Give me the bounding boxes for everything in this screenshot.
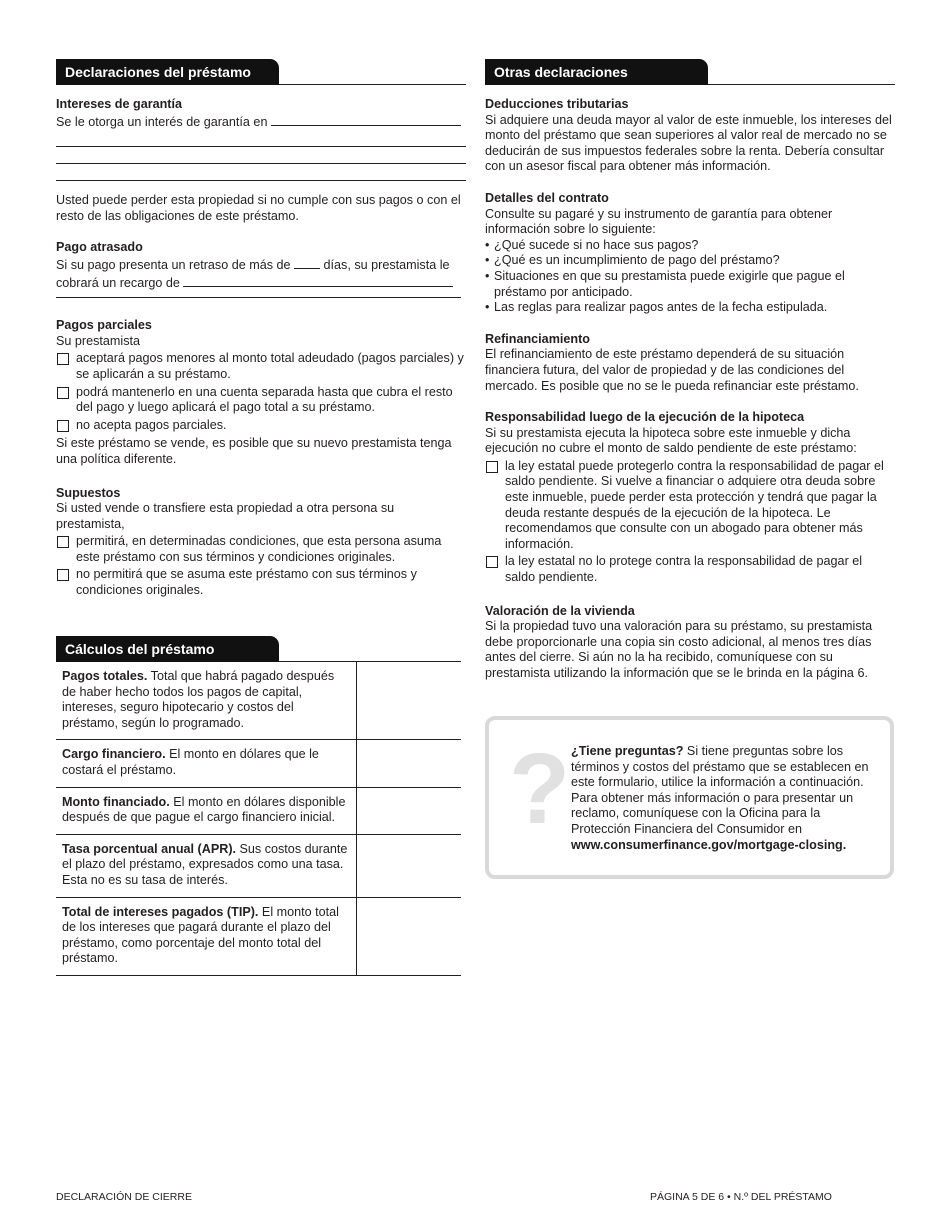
loan-disclosures-title: Declaraciones del préstamo <box>56 59 279 85</box>
option-text: no permitirá que se asuma este préstamo con sus términos y condiciones originales. <box>76 567 417 598</box>
questions-body: Si tiene preguntas sobre los términos y costos del préstamo que se establecen en este formulario, utilice la información a continuación. Para obtener más información o para presentar un reclamo, comuníquese con la Oficina para la Protección Financiera del Consumidor en <box>571 744 869 836</box>
row-label: Cargo financiero. <box>62 747 166 762</box>
late-payment-heading: Pago atrasado <box>56 240 143 255</box>
appraisal-section <box>485 604 895 682</box>
partial-payments-note: Si este préstamo se vende, es posible que su nuevo prestamista tenga una política diferente. <box>56 436 452 466</box>
row-desc: El monto total de los intereses que pagará durante el plazo del préstamo, como porcentaje del monto total del préstamo. <box>62 904 339 966</box>
loan-calculations-header <box>56 634 461 662</box>
questions-box <box>485 716 894 879</box>
row-desc: Total que habrá pagado después de haber hecho todos los pagos de capital, intereses, seguro hipotecario y costos del préstamo, según lo programado. <box>62 669 335 730</box>
contract-details-section <box>485 191 895 316</box>
row-label: Tasa porcentual anual (APR). <box>62 841 237 856</box>
row-label: Pagos totales. <box>62 669 148 683</box>
late-payment-text-b: días, su prestamista le cobrará un recargo de <box>56 257 450 290</box>
row-value[interactable] <box>357 787 462 834</box>
table-row <box>56 740 461 787</box>
table-row <box>56 787 461 834</box>
row-description <box>56 662 357 740</box>
appraisal-text: Si la propiedad tuvo una valoración para su préstamo, su prestamista debe proporcionarle una copia sin costo adicional, al menos tres días antes del cierre. Si aún no la ha recibido, comuníquese con su prestamista utilizando la información que se le brinda en la página 6. <box>485 619 873 680</box>
list-item <box>485 269 895 300</box>
contract-details-heading: Detalles del contrato <box>485 190 609 205</box>
option-text: la ley estatal no lo protege contra la responsabilidad de pagar el saldo pendiente. <box>505 554 863 585</box>
row-desc: Sus costos durante el plazo del préstamo, expresados como una tasa. Esta no es su tasa de interés. <box>62 841 348 887</box>
row-value[interactable] <box>357 662 462 740</box>
list-item <box>485 300 895 316</box>
security-interest-line-3[interactable] <box>56 147 466 164</box>
partial-option-refuse <box>56 418 466 434</box>
table-row <box>56 662 461 740</box>
row-desc: El monto en dólares disponible después de que pague el cargo financiero inicial. <box>62 794 346 825</box>
loan-calculations-table <box>56 662 461 976</box>
partial-option-hold <box>56 385 466 416</box>
late-payment-section <box>56 240 466 298</box>
row-desc: El monto en dólares que le costará el préstamo. <box>62 747 319 777</box>
other-disclosures-header <box>485 57 895 85</box>
partial-payments-heading: Pagos parciales <box>56 318 152 333</box>
liability-intro: Si su prestamista ejecuta la hipoteca sobre este inmueble y dicha ejecución no cubre el monto de saldo pendiente de este préstamo: <box>485 425 857 456</box>
tax-deductions-heading: Deducciones tributarias <box>485 97 629 111</box>
liability-option-not-protected <box>485 554 895 585</box>
assumption-option-allow <box>56 534 466 565</box>
checkbox[interactable] <box>486 461 498 473</box>
partial-option-accept <box>56 351 466 382</box>
list-item <box>485 253 895 269</box>
checkbox[interactable] <box>57 387 69 399</box>
row-value[interactable] <box>357 897 462 975</box>
security-interest-line-4[interactable] <box>56 164 466 181</box>
contract-details-intro: Consulte su pagaré y su instrumento de garantía para obtener información sobre lo siguiente: <box>485 206 833 237</box>
security-interest-heading: Intereses de garantía <box>56 97 182 111</box>
liability-heading: Responsabilidad luego de la ejecución de la hipoteca <box>485 410 805 425</box>
row-description <box>56 740 357 787</box>
security-interest-section <box>56 97 466 181</box>
assumption-section <box>56 486 466 599</box>
option-text: aceptará pagos menores al monto total adeudado (pagos parciales) y se aplicarán a su préstamo. <box>76 351 464 381</box>
security-interest-line-2[interactable] <box>56 130 466 147</box>
security-interest-field[interactable] <box>271 113 461 126</box>
option-text: permitirá, en determinadas condiciones, que esta persona asuma este préstamo con sus términos y condiciones originales. <box>76 534 442 564</box>
liability-section <box>485 410 895 586</box>
assumption-heading: Supuestos <box>56 485 121 500</box>
security-interest-text: Se le otorga un interés de garantía en <box>56 114 268 129</box>
bullet-text: ¿Qué es un incumplimiento de pago del préstamo? <box>494 253 780 268</box>
bullet-icon: • <box>485 253 490 268</box>
late-fee-line-2[interactable] <box>56 291 461 298</box>
late-days-field[interactable] <box>294 256 320 269</box>
questions-text <box>571 744 873 853</box>
refinance-section <box>485 332 895 394</box>
refinance-text: El refinanciamiento de este préstamo dependerá de su situación financiera futura, del valor de propiedad y de las condiciones del mercado. Es posible que no se le pueda refinanciar este préstamo. <box>485 347 859 393</box>
row-description <box>56 787 357 834</box>
row-label: Total de intereses pagados (TIP). <box>62 904 259 919</box>
row-value[interactable] <box>357 740 462 787</box>
row-description <box>56 834 357 897</box>
liability-option-protected <box>485 459 895 553</box>
partial-payments-section <box>56 318 466 467</box>
left-column <box>56 57 466 615</box>
checkbox[interactable] <box>57 420 69 432</box>
appraisal-heading: Valoración de la vivienda <box>485 603 635 618</box>
tax-deductions-section <box>485 97 895 175</box>
row-value[interactable] <box>357 834 462 897</box>
question-mark-icon: ? <box>509 733 571 845</box>
tax-deductions-text: Si adquiere una deuda mayor al valor de este inmueble, los intereses del monto del préstamo que sean superiores al valor real de mercado no se deducirán de sus impuestos federales sobre la renta. Debería consultar con un asesor fiscal para obtener más información. <box>485 112 892 174</box>
row-description <box>56 897 357 975</box>
questions-url[interactable]: www.consumerfinance.gov/mortgage-closing. <box>571 837 847 852</box>
option-text: podrá mantenerlo en una cuenta separada hasta que cubra el resto del pago y luego aplicará el pago total a su préstamo. <box>76 384 453 415</box>
loan-disclosures-header <box>56 57 466 85</box>
checkbox[interactable] <box>57 353 69 365</box>
bullet-icon: • <box>485 300 490 315</box>
loan-calculations-section <box>56 634 461 976</box>
questions-heading: ¿Tiene preguntas? <box>571 744 684 758</box>
checkbox[interactable] <box>486 556 498 568</box>
bullet-text: Situaciones en que su prestamista puede exigirle que pague el préstamo por anticipado. <box>494 268 845 299</box>
bullet-icon: • <box>485 237 490 252</box>
bullet-text: ¿Qué sucede si no hace sus pagos? <box>494 237 699 252</box>
list-item <box>485 238 895 254</box>
footer-left: DECLARACIÓN DE CIERRE <box>56 1191 192 1203</box>
right-column <box>485 57 895 698</box>
late-payment-text-a: Si su pago presenta un retraso de más de <box>56 257 291 272</box>
assumption-option-deny <box>56 567 466 598</box>
other-disclosures-title: Otras declaraciones <box>485 59 708 85</box>
option-text: no acepta pagos parciales. <box>76 417 227 432</box>
checkbox[interactable] <box>57 569 69 581</box>
assumption-intro: Si usted vende o transfiere esta propiedad a otra persona su prestamista, <box>56 501 395 531</box>
late-fee-field[interactable] <box>183 274 453 287</box>
bullet-icon: • <box>485 268 490 283</box>
table-row <box>56 897 461 975</box>
lose-property-note: Usted puede perder esta propiedad si no cumple con sus pagos o con el resto de las obligaciones de este préstamo. <box>56 193 461 223</box>
row-label: Monto financiado. <box>62 794 170 809</box>
partial-payments-intro: Su prestamista <box>56 333 140 348</box>
checkbox[interactable] <box>57 536 69 548</box>
loan-calculations-title: Cálculos del préstamo <box>56 636 279 662</box>
bullet-text: Las reglas para realizar pagos antes de la fecha estipulada. <box>494 300 828 315</box>
table-row <box>56 834 461 897</box>
footer-right: PÁGINA 5 DE 6 • N.º DEL PRÉSTAMO <box>650 1191 832 1203</box>
refinance-heading: Refinanciamiento <box>485 331 590 346</box>
option-text: la ley estatal puede protegerlo contra la responsabilidad de pagar el saldo pendiente. Si vuelve a financiar o adquiere otra deuda sobre este inmueble, puede perder esta protección y tendrá que pagar la deuda restante después de la ejecución de la hipoteca. Le recomendamos que consulte con un abogado para obtener más información. <box>505 458 884 551</box>
